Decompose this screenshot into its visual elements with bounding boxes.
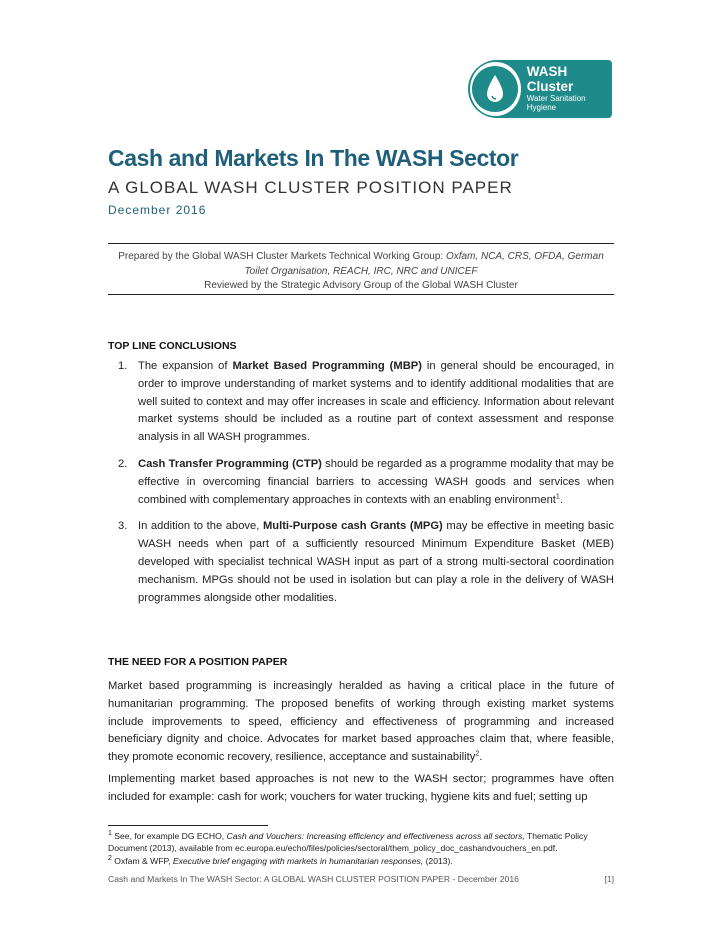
prepared-by-box <box>108 243 614 295</box>
document-date: December 2016 <box>108 203 207 217</box>
need-paragraph-1: Market based programming is increasingly heralded as having a critical place in the future of humanitarian programming. The proposed benefits of working through existing market systems include improvements to speed, efficiency and effectiveness of programming and increased beneficiary dignity and choice. Advocates for market based approaches claim that, where feasible, they promote economic recovery, resilience, acceptance and sustainability$^2$. <box>108 680 614 764</box>
footnote-ref[interactable]: 2 <box>475 750 480 758</box>
list-item: 1. The expansion of Market Based Programming (MBP) in general should be encouraged, in order to improve understanding of market systems and to identify additional modalities that are well suited to context and may offer increases in scale and efficiency. Information about relevant market systems should be included as a routine part of context assessment and response analysis in all WASH programmes. <box>118 360 615 444</box>
logo-subtitle: Water Sanitation Hygiene <box>526 94 586 112</box>
logo-title: WASH Cluster <box>526 64 574 95</box>
conclusions-list <box>108 358 614 616</box>
footnote-divider <box>108 825 268 826</box>
water-drop-icon <box>485 74 505 104</box>
page-footer <box>108 874 614 884</box>
footnotes <box>108 830 614 867</box>
prepared-by-text: Prepared by the Global WASH Cluster Markets Technical Working Group: <box>118 251 444 262</box>
wash-cluster-logo <box>468 60 612 118</box>
list-item: 3. In addition to the above, Multi-Purpose cash Grants (MPG) may be effective in meeting basic WASH needs when part of a sufficiently resourced Minimum Expenditure Basket (MEB) developed with specialist technical WASH input as part of a strong multi-sectoral coordination mechanism. MPGs should not be used in isolation but can play a role in the delivery of WASH programmes alongside other modalities. <box>118 520 614 604</box>
need-heading: THE NEED FOR A POSITION PAPER <box>108 656 288 668</box>
footer-title: Cash and Markets In The WASH Sector: A GLOBAL WASH CLUSTER POSITION PAPER - December 2016 <box>108 874 519 884</box>
top-line-heading: TOP LINE CONCLUSIONS <box>108 340 237 352</box>
need-paragraph-2: Implementing market based approaches is not new to the WASH sector; programmes have often included for example: cash for work; vouchers for water trucking, hygiene kits and fuel; setting up <box>108 773 614 803</box>
logo-badge <box>470 62 521 116</box>
prepared-by-organisations: Oxfam, NCA, CRS, OFDA, German Toilet Organisation, REACH, IRC, NRC and UNICEF <box>244 251 604 277</box>
footnote-1: $^1$ See, for example DG ECHO, Cash and Vouchers: Increasing efficiency and effectiveness across all sectors, Thematic Policy Document (2013), available from ec.europa.eu/echo/files/policies/sectoral/them_policy_doc_cashandvouchers_en.pdf. <box>108 830 588 854</box>
list-item: 2. Cash Transfer Programming (CTP) should be regarded as a programme modality that may be effective in overcoming financial barriers to accessing WASH goods and services when combined with complementary approaches in contexts with an enabling environment$^1$. <box>118 457 614 506</box>
footnote-ref[interactable]: 1 <box>555 492 560 500</box>
footnote-2: $^2$ Oxfam & WFP, Executive brief engaging with markets in humanitarian responses, (2013). <box>108 854 453 866</box>
reviewed-by-text: Reviewed by the Strategic Advisory Group of the Global WASH Cluster <box>204 280 518 291</box>
page-number: [1] <box>604 874 614 884</box>
document-subtitle: A GLOBAL WASH CLUSTER POSITION PAPER <box>108 178 513 197</box>
document-title: Cash and Markets In The WASH Sector <box>108 145 519 171</box>
